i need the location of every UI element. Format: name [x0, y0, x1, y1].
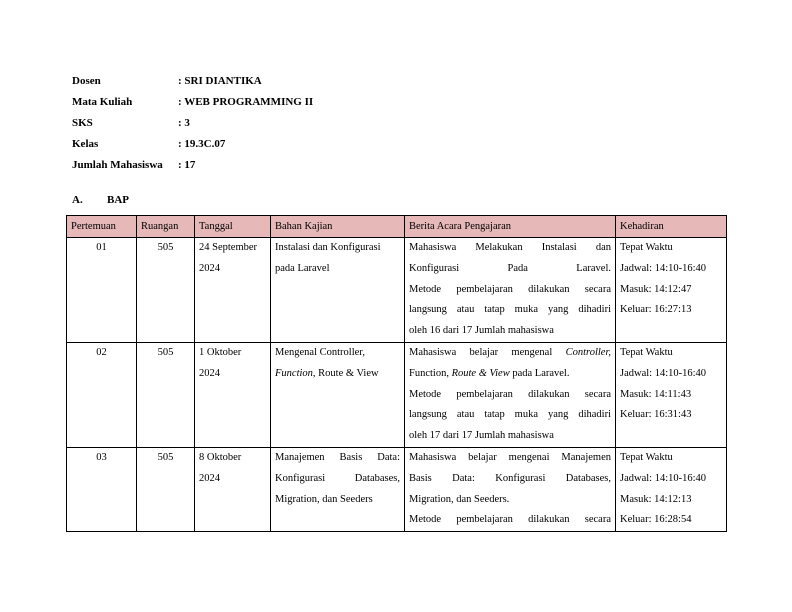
cell-bahan-kajian: [271, 447, 405, 531]
cell-bahan-kajian: [271, 342, 405, 447]
info-value: : WEB PROGRAMMING II: [178, 95, 314, 108]
bahan-line: [275, 364, 400, 385]
kehadiran-line: Masuk: 14:12:13: [620, 493, 692, 505]
berita-text: Function,: [409, 367, 452, 379]
header-kehadiran: Kehadiran: [616, 216, 727, 238]
cell-ruangan: 505: [137, 238, 195, 343]
berita-line: Metode pembelajaran dilakukan secara: [409, 283, 611, 295]
cell-berita-acara: [405, 447, 616, 531]
table-header-row: [67, 216, 727, 238]
bahan-line: Manajemen Basis Data:: [275, 451, 400, 463]
tanggal-line: 2024: [199, 367, 220, 379]
cell-kehadiran: [616, 342, 727, 447]
berita-line: Migration, dan Seeders.: [409, 493, 510, 505]
bahan-line: Konfigurasi Databases,: [275, 472, 400, 484]
berita-italic: Controller,: [565, 346, 611, 358]
table-row: [67, 342, 727, 447]
berita-line: [409, 343, 611, 364]
berita-line: Metode pembelajaran dilakukan secara: [409, 388, 611, 400]
berita-italic: Route & View: [451, 367, 510, 379]
bahan-line: pada Laravel: [275, 262, 330, 274]
berita-line: Mahasiswa belajar mengenai Manajemen: [409, 451, 611, 463]
cell-berita-acara: [405, 238, 616, 343]
cell-bahan-kajian: [271, 238, 405, 343]
section-letter: A.: [72, 194, 83, 206]
kehadiran-line: Jadwal: 14:10-16:40: [620, 472, 707, 484]
tanggal-line: 8 Oktober: [199, 451, 242, 463]
kehadiran-line: Keluar: 16:27:13: [620, 304, 692, 316]
cell-tanggal: [195, 447, 271, 531]
tanggal-line: 2024: [199, 472, 220, 484]
tanggal-line: 24 September: [199, 242, 258, 253]
header-tanggal: Tanggal: [195, 216, 271, 238]
cell-pertemuan: 02: [67, 342, 137, 447]
kehadiran-line: Tepat Waktu: [620, 451, 673, 463]
cell-kehadiran: [616, 447, 727, 531]
bahan-text: , Route & View: [312, 367, 379, 379]
kehadiran-line: Tepat Waktu: [620, 242, 673, 253]
kehadiran-line: Tepat Waktu: [620, 346, 673, 358]
section-title: BAP: [107, 194, 129, 206]
section-heading: [72, 194, 129, 206]
info-value: : 3: [178, 116, 190, 129]
cell-pertemuan: 01: [67, 238, 137, 343]
berita-text: Mahasiswa belajar mengenal: [409, 346, 566, 358]
berita-line: oleh 17 dari 17 Jumlah mahasiswa: [409, 430, 554, 442]
bap-table: [66, 215, 727, 532]
berita-line: langsung atau tatap muka yang dihadiri: [409, 409, 611, 421]
kehadiran-line: Jadwal: 14:10-16:40: [620, 367, 707, 379]
bahan-line: Migration, dan Seeders: [275, 493, 373, 505]
info-row-dosen: [72, 70, 313, 91]
berita-line: langsung atau tatap muka yang dihadiri: [409, 304, 611, 316]
header-pertemuan: Pertemuan: [67, 216, 137, 238]
info-label: Jumlah Mahasiswa: [72, 158, 163, 171]
berita-line: Konfigurasi Pada Laravel.: [409, 262, 611, 274]
info-value: : 17: [178, 158, 196, 171]
tanggal-line: 2024: [199, 262, 220, 274]
kehadiran-line: Keluar: 16:31:43: [620, 409, 692, 421]
cell-berita-acara: [405, 342, 616, 447]
info-label: Dosen: [72, 74, 101, 87]
berita-line: Basis Data: Konfigurasi Databases,: [409, 472, 611, 484]
bahan-italic: Function: [275, 367, 313, 379]
berita-line: [409, 364, 611, 385]
cell-ruangan: 505: [137, 342, 195, 447]
info-value: : SRI DIANTIKA: [178, 74, 262, 87]
kehadiran-line: Masuk: 14:12:47: [620, 283, 692, 295]
cell-tanggal: [195, 238, 271, 343]
kehadiran-line: Masuk: 14:11:43: [620, 388, 692, 400]
cell-kehadiran: [616, 238, 727, 343]
cell-tanggal: [195, 342, 271, 447]
berita-line: Mahasiswa Melakukan Instalasi dan: [409, 242, 611, 253]
info-label: Kelas: [72, 137, 99, 150]
berita-line: Metode pembelajaran dilakukan secara: [409, 514, 611, 526]
cell-ruangan: 505: [137, 447, 195, 531]
tanggal-line: 1 Oktober: [199, 346, 242, 358]
bahan-line: Instalasi dan Konfigurasi: [275, 242, 381, 253]
info-row-jumlah-mahasiswa: [72, 154, 313, 175]
info-row-sks: [72, 112, 313, 133]
kehadiran-line: Keluar: 16:28:54: [620, 514, 692, 526]
cell-pertemuan: 03: [67, 447, 137, 531]
berita-line: oleh 16 dari 17 Jumlah mahasiswa: [409, 325, 554, 337]
header-bahan-kajian: Bahan Kajian: [271, 216, 405, 238]
kehadiran-line: Jadwal: 14:10-16:40: [620, 262, 707, 274]
header-ruangan: Ruangan: [137, 216, 195, 238]
info-label: Mata Kuliah: [72, 95, 133, 108]
info-row-mata-kuliah: [72, 91, 313, 112]
info-row-kelas: [72, 133, 313, 154]
info-label: SKS: [72, 116, 93, 129]
bahan-line: Mengenal Controller,: [275, 346, 365, 358]
berita-text: pada Laravel.: [509, 367, 570, 379]
info-value: : 19.3C.07: [178, 137, 226, 150]
table-row: [67, 447, 727, 531]
header-berita-acara: Berita Acara Pengajaran: [405, 216, 616, 238]
table-row: [67, 238, 727, 343]
course-info: [72, 70, 313, 175]
